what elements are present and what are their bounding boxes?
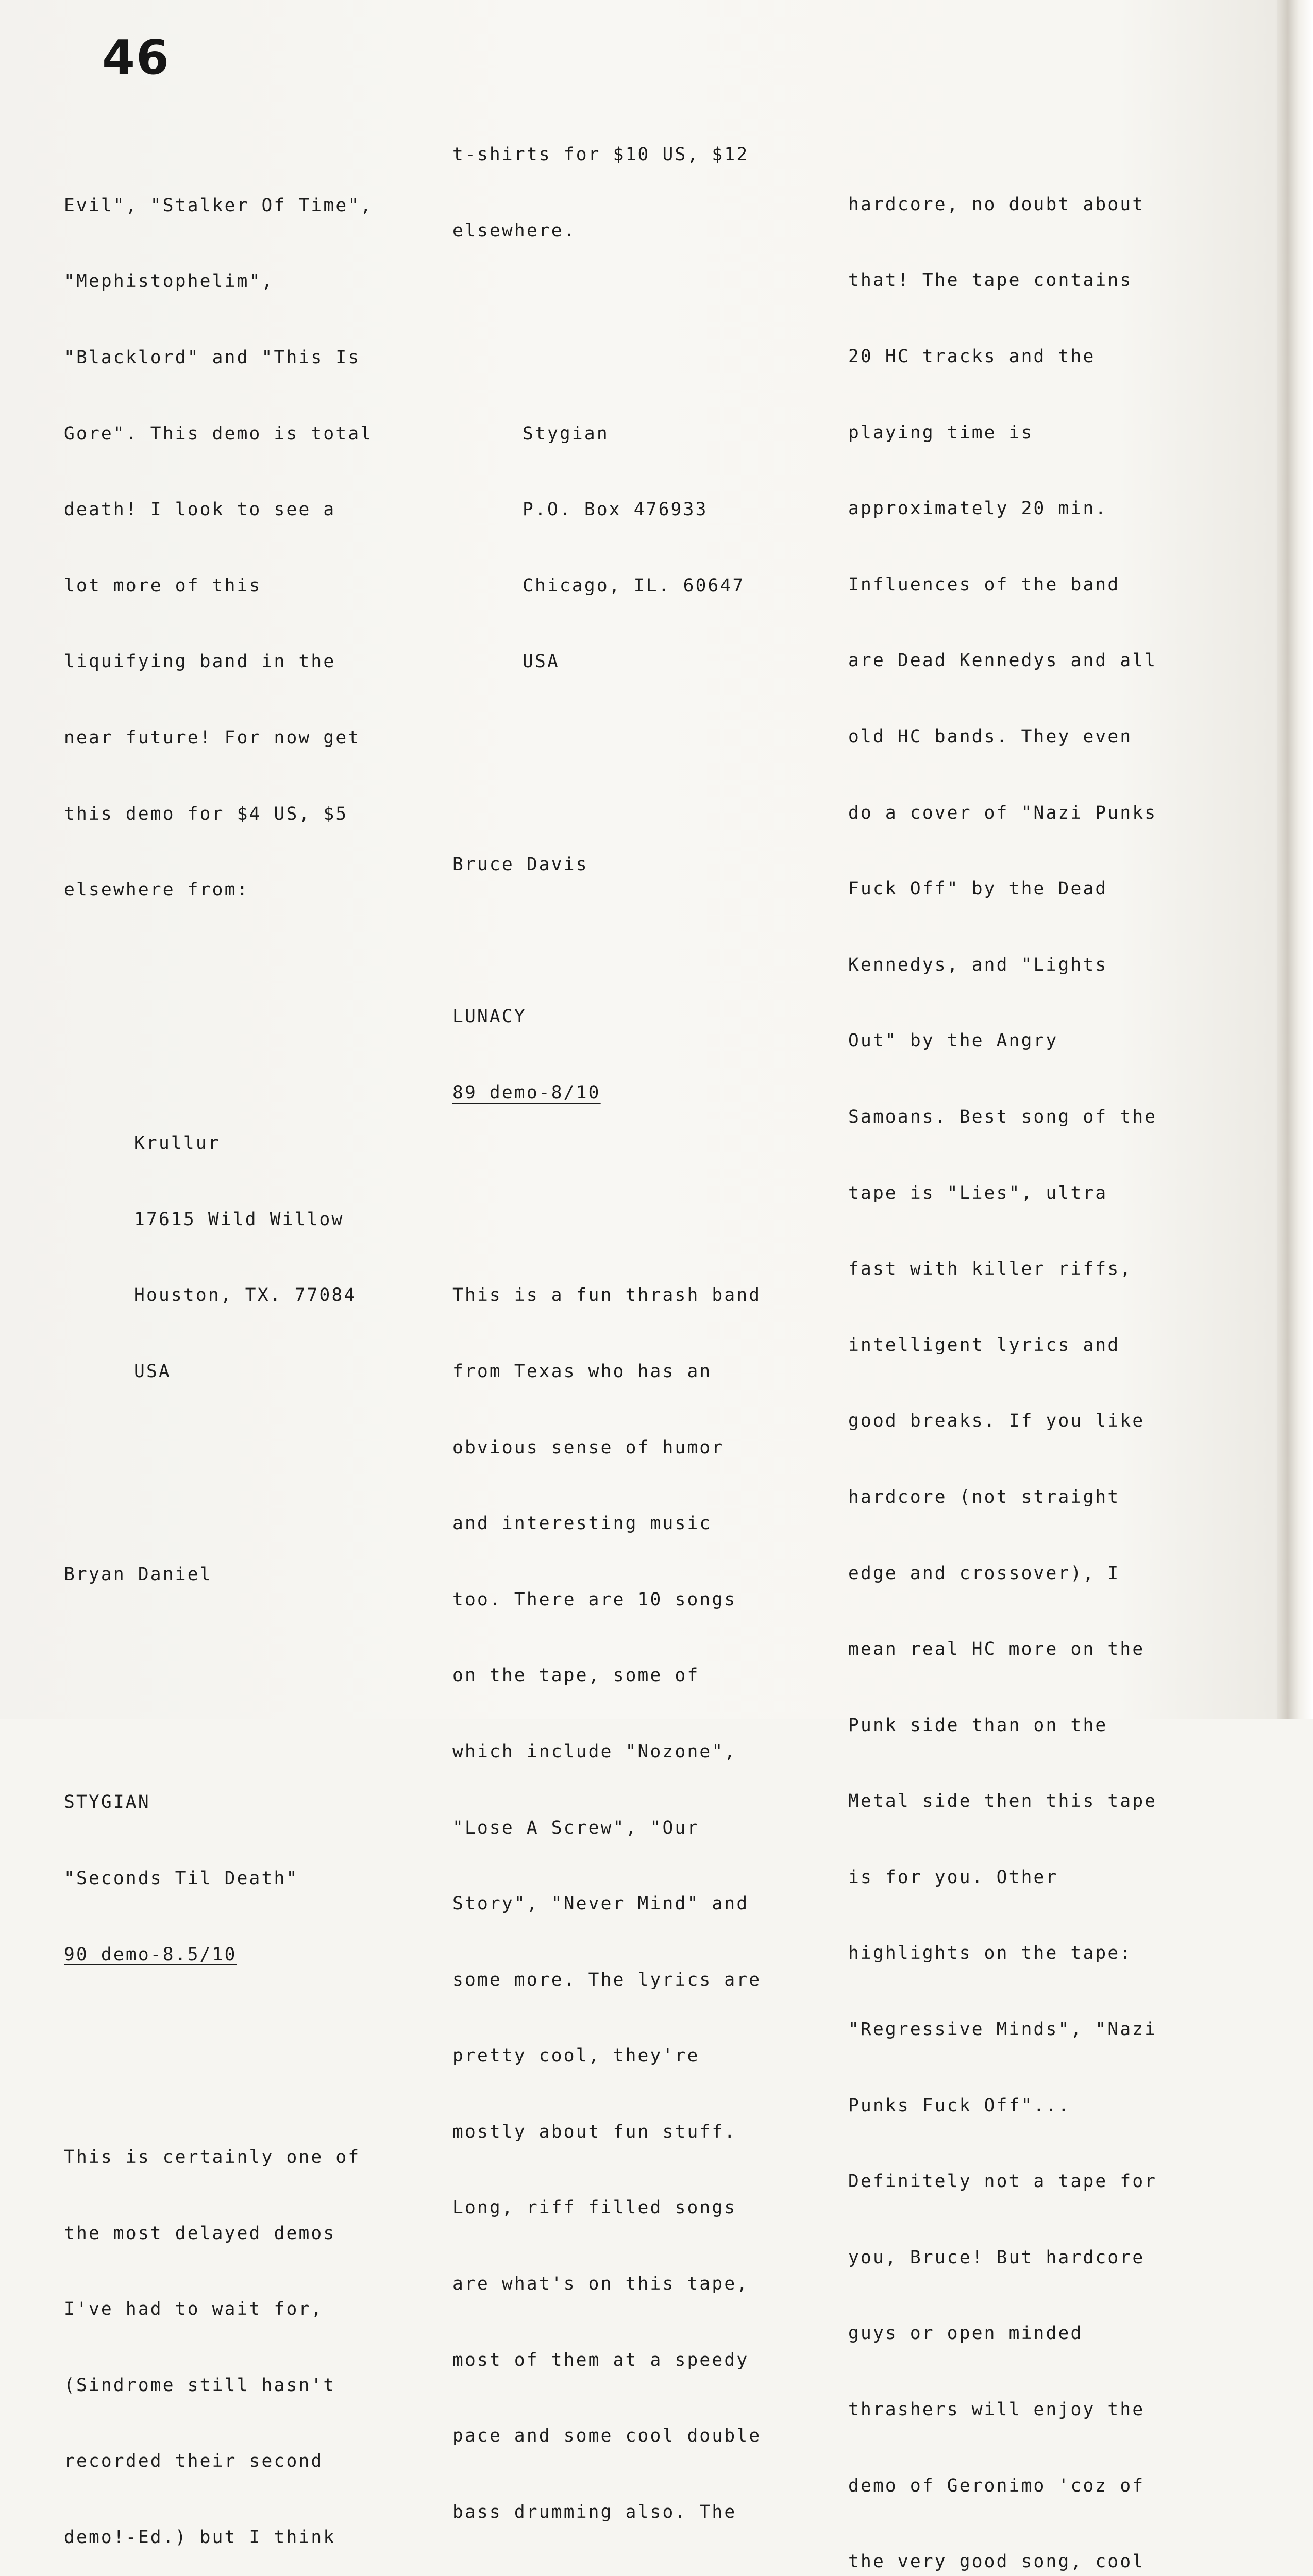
- paragraph-lunacy-review: [452, 1232, 761, 2576]
- text-line: death! I look to see a: [64, 499, 336, 520]
- text-line: elsewhere.: [452, 221, 576, 241]
- text-line: Gore". This demo is total: [64, 423, 373, 444]
- text-line: hardcore (not straight: [848, 1486, 1120, 1507]
- review-rating: [452, 1080, 761, 1106]
- address-line: Houston, TX. 77084: [134, 1285, 357, 1306]
- text-line: 20 HC tracks and the: [848, 346, 1096, 367]
- column-3: [848, 91, 1157, 2576]
- byline: Bruce Davis: [452, 854, 588, 875]
- text-line: recorded their second: [64, 2451, 324, 2472]
- text-line: intelligent lyrics and: [848, 1334, 1120, 1355]
- paragraph-krullur-review-end: [64, 142, 373, 953]
- spacer: [452, 776, 761, 801]
- text-line: pretty cool, they're: [452, 2045, 700, 2066]
- text-line: Evil", "Stalker Of Time",: [64, 195, 373, 216]
- text-line: liquifying band in the: [64, 651, 336, 672]
- text-line: fast with killer riffs,: [848, 1259, 1133, 1280]
- review-rating: [64, 1942, 373, 1968]
- text-line: old HC bands. They even: [848, 726, 1133, 747]
- text-line: pace and some cool double: [452, 2426, 762, 2447]
- text-line: Punk side than on the: [848, 1715, 1108, 1736]
- text-line: Long, riff filled songs: [452, 2197, 737, 2218]
- text-line: (Sindrome still hasn't: [64, 2375, 336, 2396]
- paragraph-stygian-review: [64, 2094, 373, 2576]
- rating-text: 90 demo-8.5/10: [64, 1944, 237, 1965]
- text-line: and interesting music: [452, 1513, 712, 1534]
- address-line: USA: [523, 651, 560, 672]
- column-1: [64, 92, 373, 2576]
- address-line: Stygian: [523, 423, 609, 444]
- text-line: "Regressive Minds", "Nazi: [848, 2019, 1157, 2040]
- text-line: This is certainly one of: [64, 2147, 361, 2168]
- byline: Bryan Daniel: [64, 1564, 212, 1585]
- spacer: [64, 1638, 373, 1663]
- text-line: Influences of the band: [848, 574, 1120, 595]
- text-line: mostly about fun stuff.: [452, 2121, 737, 2142]
- text-line: t-shirts for $10 US, $12: [452, 144, 749, 165]
- text-line: tape is "Lies", ultra: [848, 1182, 1108, 1204]
- text-line: Samoans. Best song of the: [848, 1106, 1157, 1127]
- text-line: most of them at a speedy: [452, 2349, 749, 2370]
- text-line: demo of Geronimo 'coz of: [848, 2475, 1145, 2496]
- text-line: obvious sense of humor: [452, 1437, 725, 1458]
- text-line: some more. The lyrics are: [452, 1969, 762, 1990]
- text-line: mean real HC more on the: [848, 1639, 1145, 1660]
- text-line: Out" by the Angry: [848, 1030, 1058, 1052]
- address-line: Chicago, IL. 60647: [523, 575, 745, 596]
- text-line: you, Bruce! But hardcore: [848, 2247, 1145, 2268]
- address-line: USA: [134, 1361, 171, 1382]
- spacer: [452, 928, 761, 954]
- text-line: too. There are 10 songs: [452, 1589, 737, 1610]
- text-line: Definitely not a tape for: [848, 2171, 1157, 2192]
- text-line: [452, 2575, 761, 2576]
- text-line: good breaks. If you like: [848, 1411, 1145, 1432]
- spacer: [64, 1714, 373, 1739]
- text-line: guys or open minded: [848, 2323, 1083, 2344]
- text-line: this demo for $4 US, $5: [64, 803, 348, 824]
- text-line: demo!-Ed.) but I think: [64, 2527, 336, 2548]
- text-line: which include "Nozone",: [452, 1741, 737, 1762]
- text-line: thrashers will enjoy the: [848, 2399, 1145, 2420]
- address-line: Krullur: [134, 1133, 221, 1154]
- text-line: "Mephistophelim",: [64, 271, 274, 292]
- address-stygian: [452, 370, 761, 725]
- text-line: Kennedys, and "Lights: [848, 954, 1108, 975]
- text-line: This is a fun thrash band: [452, 1285, 762, 1306]
- text-line: bass drumming also. The: [452, 2501, 737, 2522]
- text-line: from Texas who has an: [452, 1361, 712, 1382]
- text-line: are what's on this tape,: [452, 2274, 749, 2295]
- text-line: near future! For now get: [64, 727, 361, 748]
- text-line: "Lose A Screw", "Our: [452, 1817, 700, 1838]
- spacer: [64, 1004, 373, 1029]
- spacer: [64, 2018, 373, 2043]
- text-line: "Blacklord" and "This Is: [64, 347, 361, 368]
- text-line: that! The tape contains: [848, 270, 1133, 291]
- address-line: P.O. Box 476933: [523, 499, 708, 520]
- text-line: hardcore, no doubt about: [848, 194, 1145, 215]
- review-title-stygian: STYGIAN: [64, 1792, 150, 1813]
- text-line: Story", "Never Mind" and: [452, 1893, 749, 1914]
- text-line: lot more of this: [64, 575, 262, 596]
- address-krullur: [64, 1080, 373, 1435]
- text-line: Punks Fuck Off"...: [848, 2095, 1071, 2116]
- text-line: edge and crossover), I: [848, 1563, 1120, 1584]
- text-line: I've had to wait for,: [64, 2299, 324, 2320]
- text-line: Fuck Off" by the Dead: [848, 878, 1108, 900]
- text-line: approximately 20 min.: [848, 498, 1108, 519]
- column-2: [452, 92, 761, 2576]
- review-album: "Seconds Til Death": [64, 1868, 299, 1889]
- text-line: the very good song, cool: [848, 2551, 1145, 2572]
- text-line: are Dead Kennedys and all: [848, 650, 1157, 671]
- address-line: 17615 Wild Willow: [134, 1209, 344, 1230]
- text-line: do a cover of "Nazi Punks: [848, 802, 1157, 823]
- text-line: Metal side then this tape: [848, 1791, 1157, 1812]
- text-line: highlights on the tape:: [848, 1943, 1133, 1964]
- text-line: playing time is: [848, 422, 1034, 443]
- text-line: is for you. Other: [848, 1867, 1058, 1888]
- spacer: [64, 1486, 373, 1511]
- text-line: elsewhere from:: [64, 879, 249, 901]
- page-number: 46: [102, 30, 171, 85]
- spacer: [452, 295, 761, 320]
- paragraph-geronimo-review-continued: [848, 141, 1157, 2576]
- spacer: [452, 1156, 761, 1181]
- review-title-lunacy: LUNACY: [452, 1006, 527, 1027]
- text-line: the most delayed demos: [64, 2223, 336, 2244]
- page-binding-edge: [1277, 0, 1313, 1719]
- rating-text: 89 demo-8/10: [452, 1082, 601, 1103]
- text-line: on the tape, some of: [452, 1665, 700, 1686]
